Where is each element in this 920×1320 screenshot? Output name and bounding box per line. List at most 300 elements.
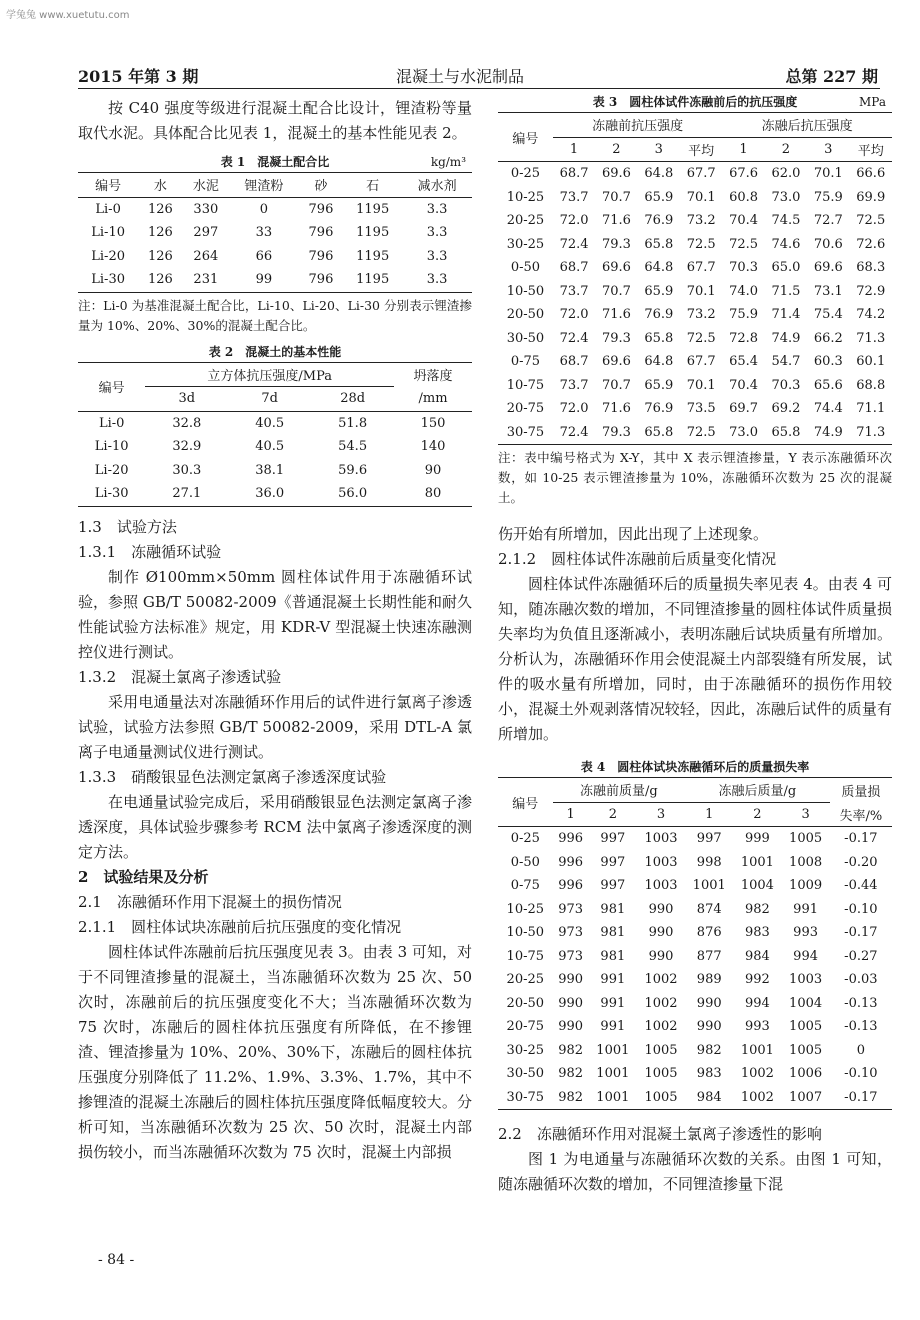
table-row (498, 898, 892, 922)
table-cell: 66.6 (856, 166, 886, 182)
table-cell: 73.2 (686, 307, 716, 323)
table1-header-cell: 锂渣粉 (229, 173, 299, 198)
table-cell: 877 (696, 948, 722, 964)
table-cell: 65.8 (771, 424, 801, 440)
table-cell: 984 (696, 1089, 722, 1105)
table-row (498, 1015, 892, 1039)
table3 (498, 112, 892, 445)
table3-header-id: 编号 (498, 113, 553, 162)
table-cell: 32.8 (172, 415, 202, 431)
table-cell: 126 (148, 248, 173, 264)
table-cell: 72.5 (686, 424, 716, 440)
table-cell: 72.5 (686, 236, 716, 252)
table-cell: 0-50 (510, 854, 540, 870)
table3-sub-header: 平均 (850, 137, 893, 162)
table-cell: 69.6 (601, 354, 631, 370)
table-cell: 0-50 (510, 260, 541, 276)
table3-caption (498, 92, 892, 112)
section-2-1-2: 2.1.2 圆柱体试件冻融前后质量变化情况 (498, 550, 777, 568)
table-cell: 64.8 (644, 354, 674, 370)
table-row (498, 374, 892, 398)
table-cell: 65.9 (644, 283, 674, 299)
table-cell: 1005 (644, 1066, 678, 1082)
table-cell: 69.6 (601, 166, 631, 182)
table-cell: 1003 (789, 972, 823, 988)
table-cell: 69.6 (601, 260, 631, 276)
table-cell: 30-75 (506, 1089, 545, 1105)
table3-sub-header: 1 (553, 137, 595, 162)
table-cell: 72.9 (856, 283, 886, 299)
table3-note: 注：表中编号格式为 X-Y，其中 X 表示锂渣掺量，Y 表示冻融循环次数，如 10-25 表示锂渣掺量为 10%，冻融循环次数为 25 次的混凝土。 (498, 450, 892, 505)
table-cell: 36.0 (255, 486, 285, 502)
table-row (498, 921, 892, 945)
table-cell: -0.27 (844, 948, 878, 964)
section-2: 2 试验结果及分析 (78, 867, 209, 886)
section-1-3: 1.3 试验方法 (78, 517, 177, 536)
section-2-2: 2.2 冻融循环作用对混凝土氯离子渗透性的影响 (498, 1125, 822, 1143)
table-cell: 991 (600, 995, 626, 1011)
table-cell: 1004 (789, 995, 823, 1011)
table-cell: 73.7 (559, 377, 589, 393)
table-cell: 0 (259, 201, 269, 217)
table-cell: -0.13 (844, 995, 878, 1011)
table-cell: 60.3 (813, 354, 843, 370)
table-cell: 73.0 (729, 424, 759, 440)
table-cell: 70.1 (686, 189, 716, 205)
table-cell: 1003 (644, 878, 678, 894)
table-cell: 74.9 (813, 424, 843, 440)
table-cell: 1005 (789, 1019, 823, 1035)
table-cell: 71.4 (771, 307, 801, 323)
table-cell: 1005 (644, 1042, 678, 1058)
table-cell: 1005 (644, 1089, 678, 1105)
table-cell: -0.20 (844, 854, 878, 870)
table-cell: 68.7 (559, 260, 589, 276)
table2-title: 表 2 混凝土的基本性能 (208, 344, 342, 359)
table-cell: 70.6 (813, 236, 843, 252)
table-cell: 72.0 (559, 307, 589, 323)
table-cell: 1002 (740, 1089, 774, 1105)
table-cell: 69.7 (729, 401, 759, 417)
table-cell: 10-50 (506, 283, 545, 299)
table-cell: 982 (558, 1042, 584, 1058)
table-cell: 30-50 (506, 1066, 545, 1082)
table-cell: 1001 (740, 1042, 774, 1058)
table-cell: 74.4 (813, 401, 843, 417)
table-cell: 75.4 (813, 307, 843, 323)
table-cell: 991 (600, 972, 626, 988)
table-cell: 70.3 (771, 377, 801, 393)
table-row (498, 421, 892, 445)
table-cell: 70.4 (729, 213, 759, 229)
table1 (78, 172, 472, 293)
header-issue: 2015 年第 3 期 (78, 67, 199, 86)
table-cell: 65.8 (644, 424, 674, 440)
table-cell: 1002 (644, 1019, 678, 1035)
table-cell: 330 (193, 201, 219, 217)
table-cell: 990 (696, 995, 722, 1011)
table-cell: 990 (558, 972, 584, 988)
table-cell: 72.7 (813, 213, 843, 229)
table-cell: 998 (696, 854, 722, 870)
table-cell: 71.3 (856, 424, 886, 440)
table2-sub-28d: 28d (311, 387, 394, 412)
table3-sub-header: 平均 (680, 137, 722, 162)
table-cell: 1001 (692, 878, 726, 894)
table4-sub-header: 1 (553, 802, 589, 827)
table4-header-before: 冻融前质量/g (553, 778, 686, 803)
table-cell: 126 (148, 201, 173, 217)
table-cell: 982 (558, 1066, 584, 1082)
table-cell: 150 (420, 415, 446, 431)
table-cell: 68.7 (559, 166, 589, 182)
table-cell: 1195 (356, 201, 390, 217)
table-cell: 10-75 (506, 377, 545, 393)
table-cell: 71.1 (856, 401, 886, 417)
table-cell: 70.4 (729, 377, 759, 393)
table-cell: 70.7 (601, 283, 631, 299)
table-cell: 990 (558, 995, 584, 1011)
table-cell: Li-10 (94, 439, 129, 455)
table-cell: 56.0 (338, 486, 368, 502)
table-cell: Li-0 (95, 201, 121, 217)
table-cell: 30-25 (506, 1042, 545, 1058)
table-row (498, 397, 892, 421)
table-cell: 75.9 (729, 307, 759, 323)
table4-header-loss: 质量损 (841, 784, 881, 800)
table-cell: 1001 (596, 1066, 630, 1082)
table-cell: 30-50 (506, 330, 545, 346)
table-cell: 72.4 (559, 330, 589, 346)
table-cell: 874 (696, 901, 722, 917)
table-cell: 1003 (644, 831, 678, 847)
table-row (498, 874, 892, 898)
table-cell: 231 (193, 272, 219, 288)
table-cell: 20-50 (506, 307, 545, 323)
table-cell: 70.7 (601, 377, 631, 393)
table-cell: 20-75 (506, 1019, 545, 1035)
watermark: 学兔兔 www.xuetutu.com (6, 10, 130, 21)
table-cell: 72.5 (729, 236, 759, 252)
table-cell: 10-50 (506, 925, 545, 941)
table-cell: 66.2 (813, 330, 843, 346)
table-cell: 73.7 (559, 189, 589, 205)
table-cell: -0.13 (844, 1019, 878, 1035)
table1-header-cell: 编号 (78, 173, 138, 198)
table-cell: 997 (696, 831, 722, 847)
table-cell: 990 (648, 925, 674, 941)
table-cell: 994 (744, 995, 770, 1011)
table-cell: 0 (856, 1042, 865, 1058)
table-cell: 0-25 (510, 831, 540, 847)
table-cell: 1009 (789, 878, 823, 894)
table-cell: 72.0 (559, 401, 589, 417)
table-cell: 999 (744, 831, 770, 847)
table-cell: 982 (744, 901, 770, 917)
table-cell: 1006 (789, 1066, 823, 1082)
table-cell: 1002 (644, 995, 678, 1011)
table-cell: 1001 (596, 1089, 630, 1105)
table-cell: 297 (193, 225, 219, 241)
table2-header-strength: 立方体抗压强度/MPa (145, 362, 394, 387)
table-cell: 3.3 (426, 225, 448, 241)
table-cell: 990 (558, 1019, 584, 1035)
table-cell: 973 (558, 948, 584, 964)
table-cell: 71.5 (771, 283, 801, 299)
table-cell: 126 (148, 225, 173, 241)
table-cell: 64.8 (644, 166, 674, 182)
table-cell: 65.8 (644, 330, 674, 346)
section-1-3-1: 1.3.1 冻融循环试验 (78, 542, 222, 561)
section-2-1-1: 2.1.1 圆柱体试块冻融前后抗压强度的变化情况 (78, 917, 402, 936)
table3-sub-header: 2 (595, 137, 637, 162)
table-cell: 60.1 (856, 354, 886, 370)
table-cell: 71.6 (601, 307, 631, 323)
table-cell: 796 (308, 248, 334, 264)
table-cell: 70.1 (813, 166, 843, 182)
table-cell: -0.17 (844, 925, 878, 941)
table-cell: 69.6 (813, 260, 843, 276)
table4-sub-header: 3 (637, 802, 685, 827)
table4 (498, 777, 892, 1110)
table-cell: 71.6 (601, 401, 631, 417)
table1-note: 注：Li-0 为基准混凝土配合比，Li-10、Li-20、Li-30 分别表示锂渣掺量为 10%、20%、30%的混凝土配合比。 (78, 297, 472, 333)
table2 (78, 362, 472, 507)
table-row (498, 327, 892, 351)
table4-header-id: 编号 (498, 778, 553, 827)
table-cell: 1008 (789, 854, 823, 870)
table-cell: 70.1 (686, 283, 716, 299)
section-1-3-2: 1.3.2 混凝土氯离子渗透试验 (78, 667, 282, 686)
table-cell: 76.9 (644, 213, 674, 229)
table-cell: 983 (696, 1066, 722, 1082)
table3-sub-header: 3 (638, 137, 680, 162)
table-row (498, 968, 892, 992)
table-cell: 30-75 (506, 424, 545, 440)
table-cell: -0.17 (844, 1089, 878, 1105)
table-row (498, 233, 892, 257)
table4-sub-header: 3 (782, 802, 830, 827)
table2-header-id: 编号 (78, 362, 145, 411)
table-cell: 20-75 (506, 401, 545, 417)
table-cell: 64.8 (644, 260, 674, 276)
table-row (498, 256, 892, 280)
table-cell: 67.7 (686, 260, 716, 276)
table-row (498, 992, 892, 1016)
table4-sub-header: 1 (685, 802, 733, 827)
table-cell: 74.9 (771, 330, 801, 346)
table3-header-before: 冻融前抗压强度 (553, 113, 723, 138)
table-cell: 99 (255, 272, 273, 288)
table-cell: -0.17 (844, 831, 878, 847)
table-cell: 27.1 (172, 486, 202, 502)
table-cell: 59.6 (338, 462, 368, 478)
paragraph-2-1-1: 圆柱体试件冻融前后抗压强度见表 3。由表 3 可知，对于不同锂渣掺量的混凝土，当冻融循环次数为 25 次、50 次时，冻融前后的抗压强度变化不大；当冻融循环次数为 75 次时，冻融后的圆柱体抗压强度有所降低，在不掺锂渣、锂渣掺量为 10%、20%、30%下，冻融后的圆柱体抗压强度分别降低了 11.2%、1.9%、3.3%、1.7%，其中不掺锂渣的混凝土冻融后的圆柱体抗压强度降低幅度较大。分析可知，当冻融循环次数为 25 次、50 次时，混凝土内部损伤较小，而当冻融循环次数为 75 次时，混凝土内部损 (78, 942, 472, 1161)
table-row (498, 827, 892, 851)
table-cell: Li-0 (98, 415, 125, 431)
table-cell: 993 (744, 1019, 770, 1035)
table-cell: 1001 (740, 854, 774, 870)
table3-unit: MPa (859, 95, 886, 109)
table-cell: Li-10 (91, 225, 125, 241)
table-cell: Li-20 (94, 462, 129, 478)
table4-header-after: 冻融后质量/g (685, 778, 830, 803)
table2-header-slump-unit: /mm (394, 387, 472, 412)
table-cell: 3.3 (426, 248, 448, 264)
table-cell: 796 (308, 225, 334, 241)
table3-title: 表 3 圆柱体试件冻融前后的抗压强度 (592, 95, 798, 109)
table-cell: 10-75 (506, 948, 545, 964)
table-cell: 60.8 (729, 189, 759, 205)
page-number: - 84 - (98, 1252, 135, 1268)
table-cell: 68.3 (856, 260, 886, 276)
table-cell: 74.2 (856, 307, 886, 323)
table1-header-cell: 水泥 (183, 173, 229, 198)
paragraph-2-2: 图 1 为电通量与冻融循环次数的关系。由图 1 可知，随冻融循环次数的增加，不同锂渣掺量下混 (498, 1150, 892, 1193)
table-cell: 72.4 (559, 236, 589, 252)
table-cell: 20-25 (506, 972, 545, 988)
table-cell: -0.03 (844, 972, 878, 988)
paragraph-continued: 伤开始有所增加，因此出现了上述现象。 (498, 525, 769, 543)
table-cell: 973 (558, 925, 584, 941)
table-cell: 30-25 (506, 236, 545, 252)
table-cell: 65.9 (644, 189, 674, 205)
table-cell: 973 (558, 901, 584, 917)
table-cell: 73.2 (686, 213, 716, 229)
table1-header-cell: 砂 (299, 173, 343, 198)
table-cell: 54.7 (771, 354, 801, 370)
table-cell: 40.5 (255, 415, 285, 431)
table-row (78, 197, 472, 221)
table-cell: 996 (558, 854, 584, 870)
table-cell: 65.0 (771, 260, 801, 276)
table-cell: 981 (600, 948, 626, 964)
table-cell: 981 (600, 925, 626, 941)
table-cell: 997 (600, 878, 626, 894)
table-cell: 1001 (596, 1042, 630, 1058)
table1-caption (78, 152, 472, 172)
table-cell: 1007 (789, 1089, 823, 1105)
table-cell: 10-25 (506, 189, 545, 205)
table-row (498, 162, 892, 186)
table-cell: 33 (255, 225, 273, 241)
table-cell: 79.3 (601, 424, 631, 440)
table-cell: 74.0 (729, 283, 759, 299)
table-cell: 73.0 (771, 189, 801, 205)
table-row (78, 245, 472, 269)
table-cell: 992 (744, 972, 770, 988)
header-rule (78, 88, 880, 89)
table-cell: 30.3 (172, 462, 202, 478)
table-cell: 69.9 (856, 189, 886, 205)
table4-title: 表 4 圆柱体试块冻融循环后的质量损失率 (580, 760, 810, 774)
table3-header-after: 冻融后抗压强度 (722, 113, 892, 138)
table-cell: 69.2 (771, 401, 801, 417)
table-cell: 990 (648, 948, 674, 964)
table-cell: 32.9 (172, 439, 202, 455)
table-cell: 40.5 (255, 439, 285, 455)
table-cell: 73.5 (686, 401, 716, 417)
table-cell: 994 (793, 948, 818, 964)
table-row (498, 1062, 892, 1086)
table-cell: 20-25 (506, 213, 545, 229)
table4-caption (498, 757, 892, 777)
table-cell: 65.8 (644, 236, 674, 252)
table-row (78, 482, 472, 506)
table-cell: 70.7 (601, 189, 631, 205)
table-row (498, 303, 892, 327)
section-2-1: 2.1 冻融循环作用下混凝土的损伤情况 (78, 892, 342, 911)
table-cell: 984 (744, 948, 770, 964)
table-cell: 72.6 (856, 236, 886, 252)
table-cell: 65.9 (644, 377, 674, 393)
table-cell: 71.6 (601, 213, 631, 229)
table3-sub-header: 1 (722, 137, 764, 162)
table-row (78, 411, 472, 435)
table4-sub-header: 2 (589, 802, 637, 827)
table-cell: 1003 (644, 854, 678, 870)
table-row (78, 459, 472, 483)
left-column (78, 96, 472, 1165)
table-cell: 80 (424, 486, 442, 502)
table-cell: 68.7 (559, 354, 589, 370)
table-cell: -0.10 (844, 1066, 878, 1082)
table-cell: 991 (793, 901, 818, 917)
table-cell: 983 (744, 925, 770, 941)
table-cell: 62.0 (771, 166, 801, 182)
table-cell: 71.3 (856, 330, 886, 346)
table-cell: 76.9 (644, 307, 674, 323)
table-cell: Li-20 (91, 248, 125, 264)
table-cell: 993 (793, 925, 818, 941)
table-cell: Li-30 (91, 272, 125, 288)
table4-header-loss-unit: 失率/% (830, 802, 892, 827)
table1-header-cell: 石 (343, 173, 402, 198)
table-cell: 0-75 (510, 878, 540, 894)
table-cell: 996 (558, 878, 584, 894)
table-cell: 74.5 (771, 213, 801, 229)
table3-sub-header: 2 (765, 137, 807, 162)
table-cell: 74.6 (771, 236, 801, 252)
table1-header-cell: 减水剂 (402, 173, 472, 198)
table3-sub-header: 3 (807, 137, 849, 162)
table2-caption (78, 342, 472, 362)
table-row (498, 851, 892, 875)
paragraph-1-3-1: 制作 Ø100mm×50mm 圆柱体试件用于冻融循环试验，参照 GB/T 50082-2009《普通混凝土长期性能和耐久性能试验方法标准》规定，用 KDR-V 型混凝土快速冻融测控仪进行测试。 (78, 567, 472, 661)
table-cell: 73.7 (559, 283, 589, 299)
table-cell: 72.0 (559, 213, 589, 229)
table-cell: 876 (696, 925, 722, 941)
table-cell: 3.3 (426, 201, 448, 217)
paragraph-2-1-2: 圆柱体试件冻融循环后的质量损失率见表 4。由表 4 可知，随冻融次数的增加，不同锂渣掺量的圆柱体试件质量损失率均为负值且逐渐减小，表明冻融后试块质量有所增加。分析认为，冻融循环作用会使混凝土内部裂缝有所发展，试件的吸水量有所增加，同时，由于冻融循环的损伤作用较小，混凝土外观剥落情况较轻，因此，冻融后试件的质量有所增加。 (498, 575, 892, 743)
table1-header-cell: 水 (138, 173, 182, 198)
table-cell: 996 (558, 831, 584, 847)
table-cell: 72.4 (559, 424, 589, 440)
table-cell: 982 (696, 1042, 722, 1058)
table2-sub-3d: 3d (145, 387, 228, 412)
table-cell: 67.7 (686, 354, 716, 370)
table-cell: 989 (696, 972, 722, 988)
paragraph-1-3-2: 采用电通量法对冻融循环作用后的试件进行氯离子渗透试验，试验方法参照 GB/T 50082-2009，采用 DTL-A 氯离子电通量测试仪进行测试。 (78, 692, 472, 761)
table-cell: 72.8 (729, 330, 759, 346)
table-cell: 796 (308, 201, 334, 217)
table-cell: 20-50 (506, 995, 545, 1011)
table-cell: 79.3 (601, 236, 631, 252)
table-cell: 991 (600, 1019, 626, 1035)
table-row (78, 268, 472, 292)
table2-header-slump: 坍落度 (413, 369, 453, 384)
table-row (498, 280, 892, 304)
